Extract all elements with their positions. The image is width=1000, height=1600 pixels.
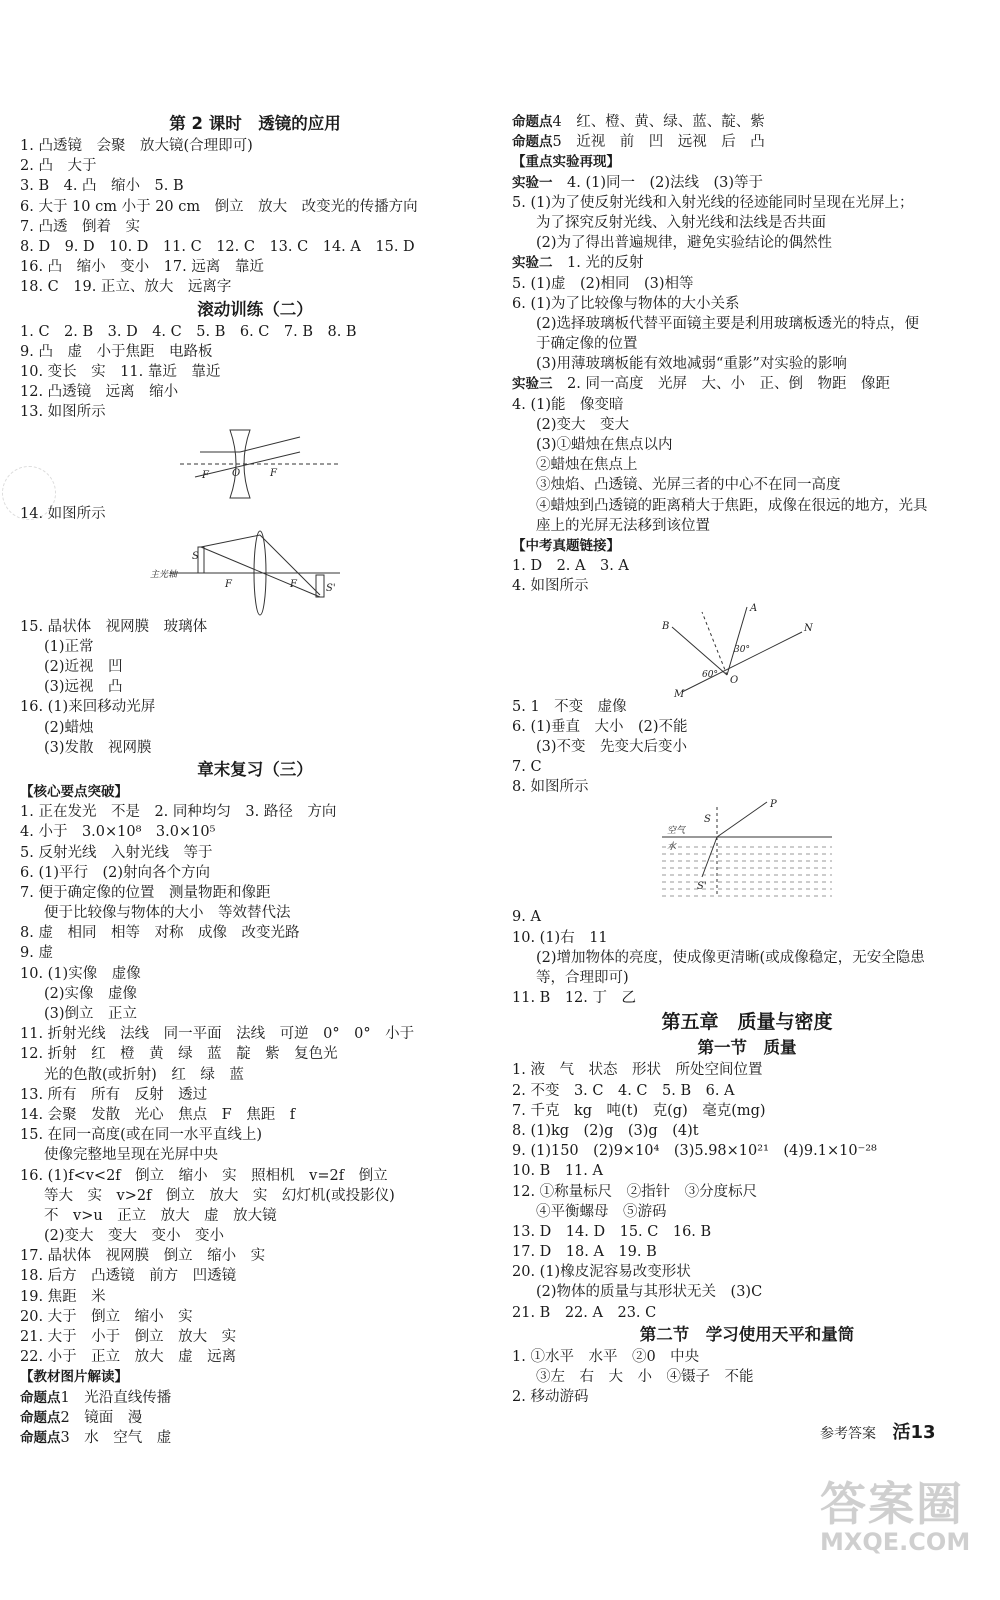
line-text: 1 光沿直线传播 <box>60 1389 172 1406</box>
watermark-logo <box>820 1468 990 1588</box>
answer-line: 7. 凸透 倒着 实 <box>20 218 140 235</box>
watermark-url: MXQE.COM <box>820 1528 971 1556</box>
label-s: S <box>192 550 199 562</box>
line-tag: 命题点 <box>512 114 553 130</box>
answer-line: 7. 千克 kg 吨(t) 克(g) 毫克(mg) <box>512 1102 766 1119</box>
answer-line-continued: (2)为了得出普遍规律，避免实验结论的偶然性 <box>536 235 833 252</box>
line-tag: 命题点 <box>20 1409 61 1426</box>
answer-line-continued: (2)变大 变大 <box>536 416 630 433</box>
answer-line: 9. 凸 虚 小于焦距 电路板 <box>20 343 213 360</box>
label-water: 水 <box>667 842 677 853</box>
answer-line: 7. 便于确定像的位置 测量物距和像距 <box>20 884 271 901</box>
figure <box>512 797 982 907</box>
refracted-ray <box>240 437 300 452</box>
label-f2: F <box>290 578 297 590</box>
answer-line: 2. 不变 3. C 4. C 5. B 6. A <box>512 1082 735 1099</box>
line-text: 3 水 空气 虚 <box>60 1429 172 1446</box>
answer-line: 17. 晶状体 视网膜 倒立 缩小 实 <box>20 1248 266 1265</box>
answer-line-continued: (3)①蜡烛在焦点以内 <box>536 437 673 453</box>
answer-line-continued: (2)增加物体的亮度，使成像更清晰(或成像稳定，无安全隐患 <box>536 949 925 966</box>
answer-line: 9. A <box>512 909 541 926</box>
answer-line: 8. 如图所示 <box>512 779 589 796</box>
answer-line: 20. 大于 倒立 缩小 实 <box>20 1308 193 1325</box>
section-heading: 第一节 质量 <box>697 1038 797 1058</box>
answer-line <box>512 374 982 394</box>
label-b: B <box>662 620 670 632</box>
answer-line: 3. B 4. 凸 缩小 5. B <box>20 178 184 195</box>
label-f-left: F <box>202 470 209 482</box>
answer-line: 6. (1)为了比较像与物体的大小关系 <box>512 295 740 312</box>
answer-line: 16. (1)来回移动光屏 <box>20 699 156 716</box>
answer-line: 21. 大于 小于 倒立 放大 实 <box>20 1329 237 1345</box>
answer-line: 1. D 2. A 3. A <box>512 558 629 575</box>
ray-to-p <box>717 802 767 837</box>
label-p: P <box>770 799 777 811</box>
bracket-heading: 【中考真题链接】 <box>512 537 620 554</box>
answer-line: 8. 虚 相同 相等 对称 成像 改变光路 <box>20 925 300 942</box>
answer-line: 18. C 19. 正立、放大 远离字 <box>20 279 232 296</box>
line-tag: 命题点 <box>20 1429 61 1446</box>
answer-line: 6. 大于 10 cm 小于 20 cm 倒立 放大 改变光的传播方向 <box>20 198 418 215</box>
label-air: 空气 <box>667 826 686 837</box>
line-tag: 实验二 <box>512 255 553 272</box>
answer-line-continued: (2)选择玻璃板代替平面镜主要是利用玻璃板透光的特点，便 <box>536 315 920 332</box>
figure <box>20 422 490 504</box>
answer-line-continued: 等大 实 v>2f 倒立 放大 实 幻灯机(或投影仪) <box>44 1187 395 1204</box>
ray-bo <box>672 627 727 675</box>
answer-line-continued: (2)蜡烛 <box>44 719 94 736</box>
label-a: A <box>750 602 758 614</box>
figure-f14 <box>20 525 490 617</box>
answer-line: 4. 如图所示 <box>512 578 589 595</box>
label-s-prime: S' <box>326 582 336 594</box>
figure-f8 <box>512 797 982 907</box>
answer-line: 2. 移动游码 <box>512 1389 589 1406</box>
answer-line: 14. 如图所示 <box>20 506 106 523</box>
answer-line-continued: (3)倒立 正立 <box>44 1006 138 1022</box>
answer-line-continued: ③左 右 大 小 ④镊子 不能 <box>536 1369 754 1385</box>
line-tag: 命题点 <box>512 134 553 151</box>
answer-line <box>20 1408 490 1428</box>
answer-line: 1. 凸透镜 会聚 放大镜(合理即可) <box>20 138 253 154</box>
answer-line: 10. 变长 实 11. 靠近 靠近 <box>20 363 221 380</box>
footer-label: 参考答案 <box>820 1426 876 1442</box>
section-heading: 滚动训练（二） <box>197 299 313 319</box>
answer-line <box>512 112 982 132</box>
answer-line: 5. (1)为了使反射光线和入射光线的径迹能同时呈现在光屏上； <box>512 194 914 211</box>
bracket-heading: 【重点实验再现】 <box>512 154 620 171</box>
ray-in-water <box>702 837 717 877</box>
answer-line-continued: (3)不变 先变大后变小 <box>536 738 688 755</box>
answer-line: 19. 焦距 米 <box>20 1288 106 1305</box>
answer-line-continued: (3)远视 凸 <box>44 679 123 696</box>
answer-line: 4. (1)能 像变暗 <box>512 396 624 413</box>
section-heading: 第二节 学习使用天平和量筒 <box>639 1324 855 1344</box>
answer-line-continued: ④蜡烛到凸透镜的距离稍大于焦距，成像在很远的地方，光具 <box>536 497 928 514</box>
label-60: 60° <box>702 669 718 680</box>
answer-line: 5. 1 不变 虚像 <box>512 698 627 715</box>
line-text: 2 镜面 漫 <box>60 1409 143 1426</box>
answer-line: 12. ①称量标尺 ②指针 ③分度标尺 <box>512 1183 758 1200</box>
line-tag: 实验一 <box>512 174 553 191</box>
label-axis: 主光轴 <box>150 569 178 580</box>
answer-line-continued: 使像完整地呈现在光屏中央 <box>44 1147 218 1164</box>
ray-center <box>201 547 320 597</box>
answer-line: 21. B 22. A 23. C <box>512 1304 657 1321</box>
label-30: 30° <box>734 644 750 655</box>
label-s: S <box>704 814 711 826</box>
section-heading: 第 2 课时 透镜的应用 <box>169 114 341 133</box>
answer-line-continued: 便于比较像与物体的大小 等效替代法 <box>44 905 291 922</box>
mirror-surface <box>682 632 802 692</box>
answer-line-continued: (1)正常 <box>44 638 94 655</box>
answer-line: 8. (1)kg (2)g (3)g (4)t <box>512 1122 699 1139</box>
answer-line-continued: 于确定像的位置 <box>536 336 638 353</box>
answer-line: 20. (1)橡皮泥容易改变形状 <box>512 1264 691 1281</box>
answer-line: 2. 凸 大于 <box>20 158 97 175</box>
answer-line: 10. B 11. A <box>512 1163 603 1180</box>
answer-line-continued: 座上的光屏无法移到该位置 <box>536 517 710 534</box>
answer-line: 14. 会聚 发散 光心 焦点 F 焦距 f <box>20 1106 296 1123</box>
bracket-heading: 【教材图片解读】 <box>20 1369 128 1386</box>
line-tag: 实验三 <box>512 376 553 393</box>
answer-line: 13. 所有 所有 反射 透过 <box>20 1086 208 1103</box>
answer-line: 15. 晶状体 视网膜 玻璃体 <box>20 618 208 635</box>
ray-top <box>201 535 260 547</box>
label-f-right: F <box>270 468 277 480</box>
answer-line: 1. 正在发光 不是 2. 同种均匀 3. 路径 方向 <box>20 804 337 821</box>
answer-line-continued: 等，合理即可) <box>536 970 629 986</box>
page-number: 活13 <box>892 1422 936 1443</box>
answer-line: 12. 折射 红 橙 黄 绿 蓝 靛 紫 复色光 <box>20 1046 338 1063</box>
answer-line-continued: (2)实像 虚像 <box>44 985 138 1002</box>
answer-line <box>512 253 982 273</box>
stamp-mark <box>2 466 56 520</box>
watermark-title: 答案圈 <box>820 1477 964 1531</box>
answer-line: 8. D 9. D 10. D 11. C 12. C 13. C 14. A 15. D <box>20 238 415 255</box>
answer-line-continued: 光的色散(或折射) 红 绿 蓝 <box>44 1066 244 1083</box>
answer-line: 1. ①水平 水平 ②0 中央 <box>512 1348 700 1365</box>
answer-line-continued: ②蜡烛在焦点上 <box>536 457 638 474</box>
answer-line: 4. 小于 3.0×10⁸ 3.0×10⁵ <box>20 824 216 841</box>
line-text: 2. 同一高度 光屏 大、小 正、倒 物距 像距 <box>552 376 890 393</box>
bracket-heading: 【核心要点突破】 <box>20 783 128 800</box>
line-text: 4 红、橙、黄、绿、蓝、靛、紫 <box>552 114 765 130</box>
answer-line: 11. B 12. 丁 乙 <box>512 990 636 1007</box>
answer-line: 17. D 18. A 19. B <box>512 1244 657 1261</box>
label-f1: F <box>225 578 232 590</box>
answer-line-continued: ④平衡螺母 ⑤游码 <box>536 1203 667 1220</box>
label-o: O <box>232 468 241 480</box>
label-o: O <box>730 674 739 686</box>
answer-line: 5. 反射光线 入射光线 等于 <box>20 844 213 861</box>
line-text: 5 近视 前 凹 远视 后 凸 <box>552 134 765 151</box>
answer-line <box>512 132 982 152</box>
line-text: 1. 光的反射 <box>552 255 644 272</box>
figure <box>20 525 490 617</box>
answer-line: 6. (1)垂直 大小 (2)不能 <box>512 718 688 735</box>
answer-line: 1. C 2. B 3. D 4. C 5. B 6. C 7. B 8. B <box>20 323 357 340</box>
label-m: M <box>674 688 685 697</box>
answer-line-continued: ③烛焰、凸透镜、光屏三者的中心不在同一高度 <box>536 477 841 494</box>
answer-line: 13. 如图所示 <box>20 404 106 421</box>
page-footer <box>820 1418 936 1444</box>
answer-line: 1. 液 气 状态 形状 所处空间位置 <box>512 1062 763 1079</box>
answer-line <box>512 173 982 193</box>
answer-line: 10. (1)实像 虚像 <box>20 965 141 982</box>
answer-line-continued: (2)物体的质量与其形状无关 (3)C <box>536 1284 763 1301</box>
answer-line: 12. 凸透镜 远离 缩小 <box>20 384 179 401</box>
answer-line: 9. 虚 <box>20 945 53 962</box>
answer-line: 18. 后方 凸透镜 前方 凹透镜 <box>20 1268 237 1285</box>
answer-line: 16. 凸 缩小 变小 17. 远离 靠近 <box>20 259 264 276</box>
answer-line: 10. (1)右 11 <box>512 929 608 946</box>
figure-f4 <box>512 597 982 697</box>
answer-line <box>20 1388 490 1408</box>
chapter-heading: 第五章 质量与密度 <box>661 1011 833 1034</box>
answer-line: 5. (1)虚 (2)相同 (3)相等 <box>512 275 694 292</box>
figure-f13 <box>20 422 490 504</box>
image-box <box>316 575 324 597</box>
answer-line-continued: (3)用薄玻璃板能有效地减弱“重影”对实验的影响 <box>536 356 847 373</box>
answer-line-continued: 为了探究反射光线、入射光线和法线是否共面 <box>536 214 826 231</box>
answer-line: 6. (1)平行 (2)射向各个方向 <box>20 864 211 881</box>
object-candle <box>198 547 204 573</box>
label-s-prime: S' <box>697 881 707 893</box>
line-tag: 命题点 <box>20 1389 61 1406</box>
answer-line-continued: 不 v>u 正立 放大 虚 放大镜 <box>44 1207 277 1224</box>
section-heading: 章末复习（三） <box>197 759 313 779</box>
answer-line: 22. 小于 正立 放大 虚 远离 <box>20 1349 237 1366</box>
answer-line: 13. D 14. D 15. C 16. B <box>512 1223 712 1240</box>
answer-line-continued: (2)变大 变大 变小 变小 <box>44 1228 225 1245</box>
answer-line <box>20 1428 490 1448</box>
answer-line-continued: (2)近视 凹 <box>44 659 123 675</box>
answer-line: 16. (1)f<v<2f 倒立 缩小 实 照相机 v=2f 倒立 <box>20 1167 388 1184</box>
figure <box>512 597 982 697</box>
answer-line: 9. (1)150 (2)9×10⁴ (3)5.98×10²¹ (4)9.1×10⁻²⁸ <box>512 1143 877 1160</box>
normal-line <box>702 612 727 675</box>
label-n: N <box>804 622 813 634</box>
left-column <box>20 112 490 1448</box>
line-text: 4. (1)同一 (2)法线 (3)等于 <box>552 174 764 191</box>
answer-line-continued: (3)发散 视网膜 <box>44 739 152 756</box>
answer-line: 11. 折射光线 法线 同一平面 法线 可逆 0° 0° 小于 <box>20 1026 415 1043</box>
answer-line: 7. C <box>512 759 542 776</box>
answer-line: 15. 在同一高度(或在同一水平直线上) <box>20 1127 262 1144</box>
right-column <box>512 112 982 1407</box>
